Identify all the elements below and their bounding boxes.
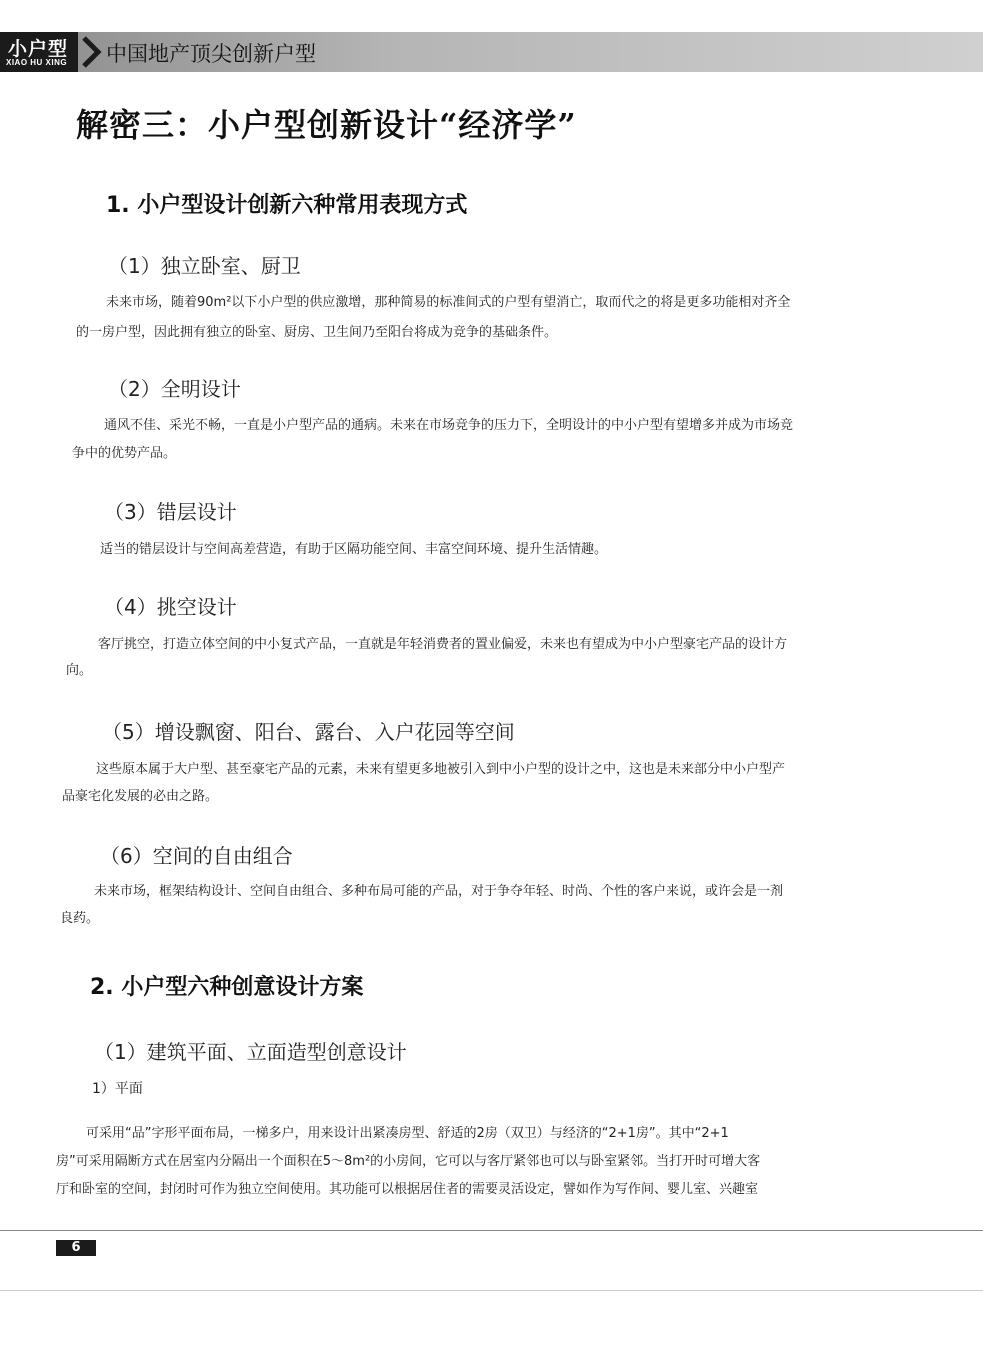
item6-heading: （6）空间的自由组合 xyxy=(100,844,293,868)
section2-line3: 厅和卧室的空间，封闭时可作为独立空间使用。其功能可以根据居住者的需要灵活设定，譬如作为写作间、婴儿室、兴趣室 xyxy=(56,1182,759,1197)
item2-line2: 争中的优势产品。 xyxy=(72,446,177,461)
item6-line2: 良药。 xyxy=(60,911,100,926)
item3-line1: 适当的错层设计与空间高差营造，有助于区隔功能空间、丰富空间环境、提升生活情趣。 xyxy=(100,542,608,557)
item1-line1: 未来市场，随着90m²以下小户型的供应激增，那种简易的标准间式的户型有望消亡，取而代之的将是更多功能相对齐全 xyxy=(106,295,791,310)
item2-heading: （2）全明设计 xyxy=(108,377,241,401)
item4-line2: 向。 xyxy=(66,663,93,678)
header-title: 中国地产顶尖创新户型 xyxy=(106,42,316,66)
section2-heading: 2. 小户型六种创意设计方案 xyxy=(90,975,364,1000)
item5-line1: 这些原本属于大户型、甚至豪宅产品的元素，未来有望更多地被引入到中小户型的设计之中，这也是未来部分中小户型产 xyxy=(96,762,786,777)
item1-heading: （1）独立卧室、厨卫 xyxy=(108,254,301,278)
item5-line2: 品豪宅化发展的必由之路。 xyxy=(62,789,219,804)
item4-line1: 客厅挑空，打造立体空间的中小复式产品，一直就是年轻消费者的置业偏爱，未来也有望成为中小户型豪宅产品的设计方 xyxy=(98,637,788,652)
page-number: 6 xyxy=(56,1240,96,1256)
scan-edge xyxy=(0,1290,983,1291)
brand-block xyxy=(0,32,78,72)
item6-line1: 未来市场，框架结构设计、空间自由组合、多种布局可能的产品，对于争夺年轻、时尚、个性的客户来说，或许会是一剂 xyxy=(94,884,784,899)
chevron-right-icon xyxy=(80,36,102,68)
brand-sub-label: XIAO HU XING xyxy=(6,58,68,67)
brand-main-label: 小户型 xyxy=(8,38,69,60)
footer-divider xyxy=(0,1230,983,1231)
section2-minor-heading: 1）平面 xyxy=(92,1081,143,1097)
item4-heading: （4）挑空设计 xyxy=(104,595,237,619)
section2-sub-heading: （1）建筑平面、立面造型创意设计 xyxy=(94,1040,407,1064)
section2-line1: 可采用“品”字形平面布局，一梯多户，用来设计出紧凑房型、舒适的2房（双卫）与经济的“2+1房”。其中“2+1 xyxy=(86,1126,729,1141)
item1-line2: 的一房户型，因此拥有独立的卧室、厨房、卫生间乃至阳台将成为竞争的基础条件。 xyxy=(76,325,558,340)
item5-heading: （5）增设飘窗、阳台、露台、入户花园等空间 xyxy=(102,720,515,744)
page-title: 解密三：小户型创新设计“经济学” xyxy=(76,106,577,144)
section1-heading: 1. 小户型设计创新六种常用表现方式 xyxy=(106,193,468,218)
item2-line1: 通风不佳、采光不畅，一直是小户型产品的通病。未来在市场竞争的压力下，全明设计的中小户型有望增多并成为市场竞 xyxy=(104,418,794,433)
item3-heading: （3）错层设计 xyxy=(104,500,237,524)
section2-line2: 房”可采用隔断方式在居室内分隔出一个面积在5～8m²的小房间，它可以与客厅紧邻也可以与卧室紧邻。当打开时可增大客 xyxy=(56,1154,761,1169)
